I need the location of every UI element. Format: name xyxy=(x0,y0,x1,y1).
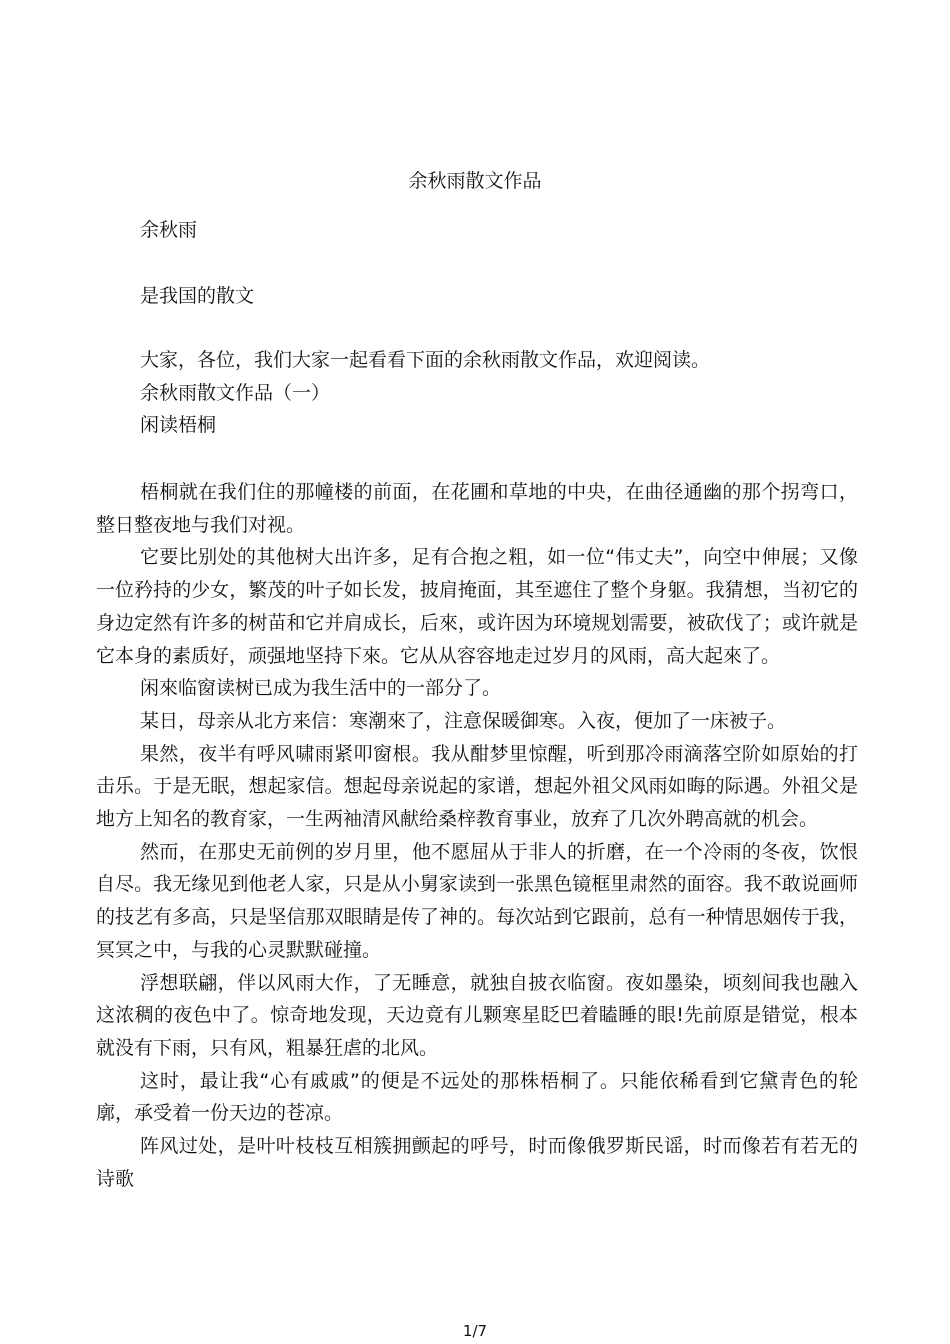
paragraph: 闲來临窗读树已成为我生活中的一部分了。 xyxy=(140,677,502,700)
paragraph: 它要比别处的其他树大出许多，足有合抱之粗，如一位“伟丈夫”，向空中伸展；又像一位矜持的少女，繁茂的叶子如长发，披肩掩面，其至遮住了整个身躯。我猜想，当初它的身边定然有许多的树苗和它并肩成长，后來，或许因为环境规划需要，被砍伐了；或许就是它本身的素质好，顽强地坚持下來。它从从容容地走过岁月的风雨，高大起來了。 xyxy=(96,546,858,667)
paragraph: 浮想联翩，伴以风雨大作，了无睡意，就独自披衣临窗。夜如墨染，顷刻间我也融入这浓稠的夜色中了。惊奇地发现，天边竟有儿颗寒星眨巴着瞌睡的眼!先前原是错觉，根本就没有下雨，只有风，粗暴狂虐的北风。 xyxy=(96,971,858,1059)
greeting-line: 大家，各位，我们大家一起看看下面的余秋雨散文作品，欢迎阅读。 xyxy=(140,349,711,371)
page-number: 1/7 xyxy=(462,1322,488,1340)
essay-body xyxy=(96,476,858,1195)
intro-line: 是我国的散文 xyxy=(140,285,255,307)
paragraph: 梧桐就在我们住的那幢楼的前面，在花圃和草地的中央，在曲径通幽的那个拐弯口，整日整夜地与我们对视。 xyxy=(96,481,858,536)
paragraph: 然而，在那史无前例的岁月里，他不愿屈从于非人的折磨，在一个冷雨的冬夜，饮恨自尽。我无缘见到他老人家，只是从小舅家读到一张黑色镜框里肃然的面容。我不敢说画师的技艺有多高，只是坚信那双眼睛是传了神的。每次站到它跟前，总有一种情思姻传于我，冥冥之中，与我的心灵默默碰撞。 xyxy=(96,840,858,961)
paragraph: 阵风过处，是叶叶枝枝互相簇拥颤起的呼号，时而像俄罗斯民谣，时而像若有若无的诗歌 xyxy=(96,1135,858,1190)
section-heading: 余秋雨散文作品（一） xyxy=(140,382,331,404)
paragraph: 果然，夜半有呼风啸雨紧叩窗根。我从酣梦里惊醒，听到那冷雨滴落空阶如原始的打击乐。于是无眠，想起家信。想起母亲说起的家谱，想起外祖父风雨如晦的际遇。外祖父是地方上知名的教育家，一生两袖清风献给桑梓教育事业，放弃了几次外聘高就的机会。 xyxy=(96,742,858,831)
author-name: 余秋雨 xyxy=(140,219,198,241)
essay-title: 闲读梧桐 xyxy=(140,414,217,436)
paragraph: 这时，最让我“心有戚戚”的便是不远处的那株梧桐了。只能依稀看到它黛青色的轮廓，承受着一份天边的苍凉。 xyxy=(96,1069,858,1125)
paragraph: 某日，母亲从北方来信：寒潮來了，注意保暖御寒。入夜，便加了一床被子。 xyxy=(140,709,787,732)
document-title: 余秋雨散文作品 xyxy=(408,170,542,192)
